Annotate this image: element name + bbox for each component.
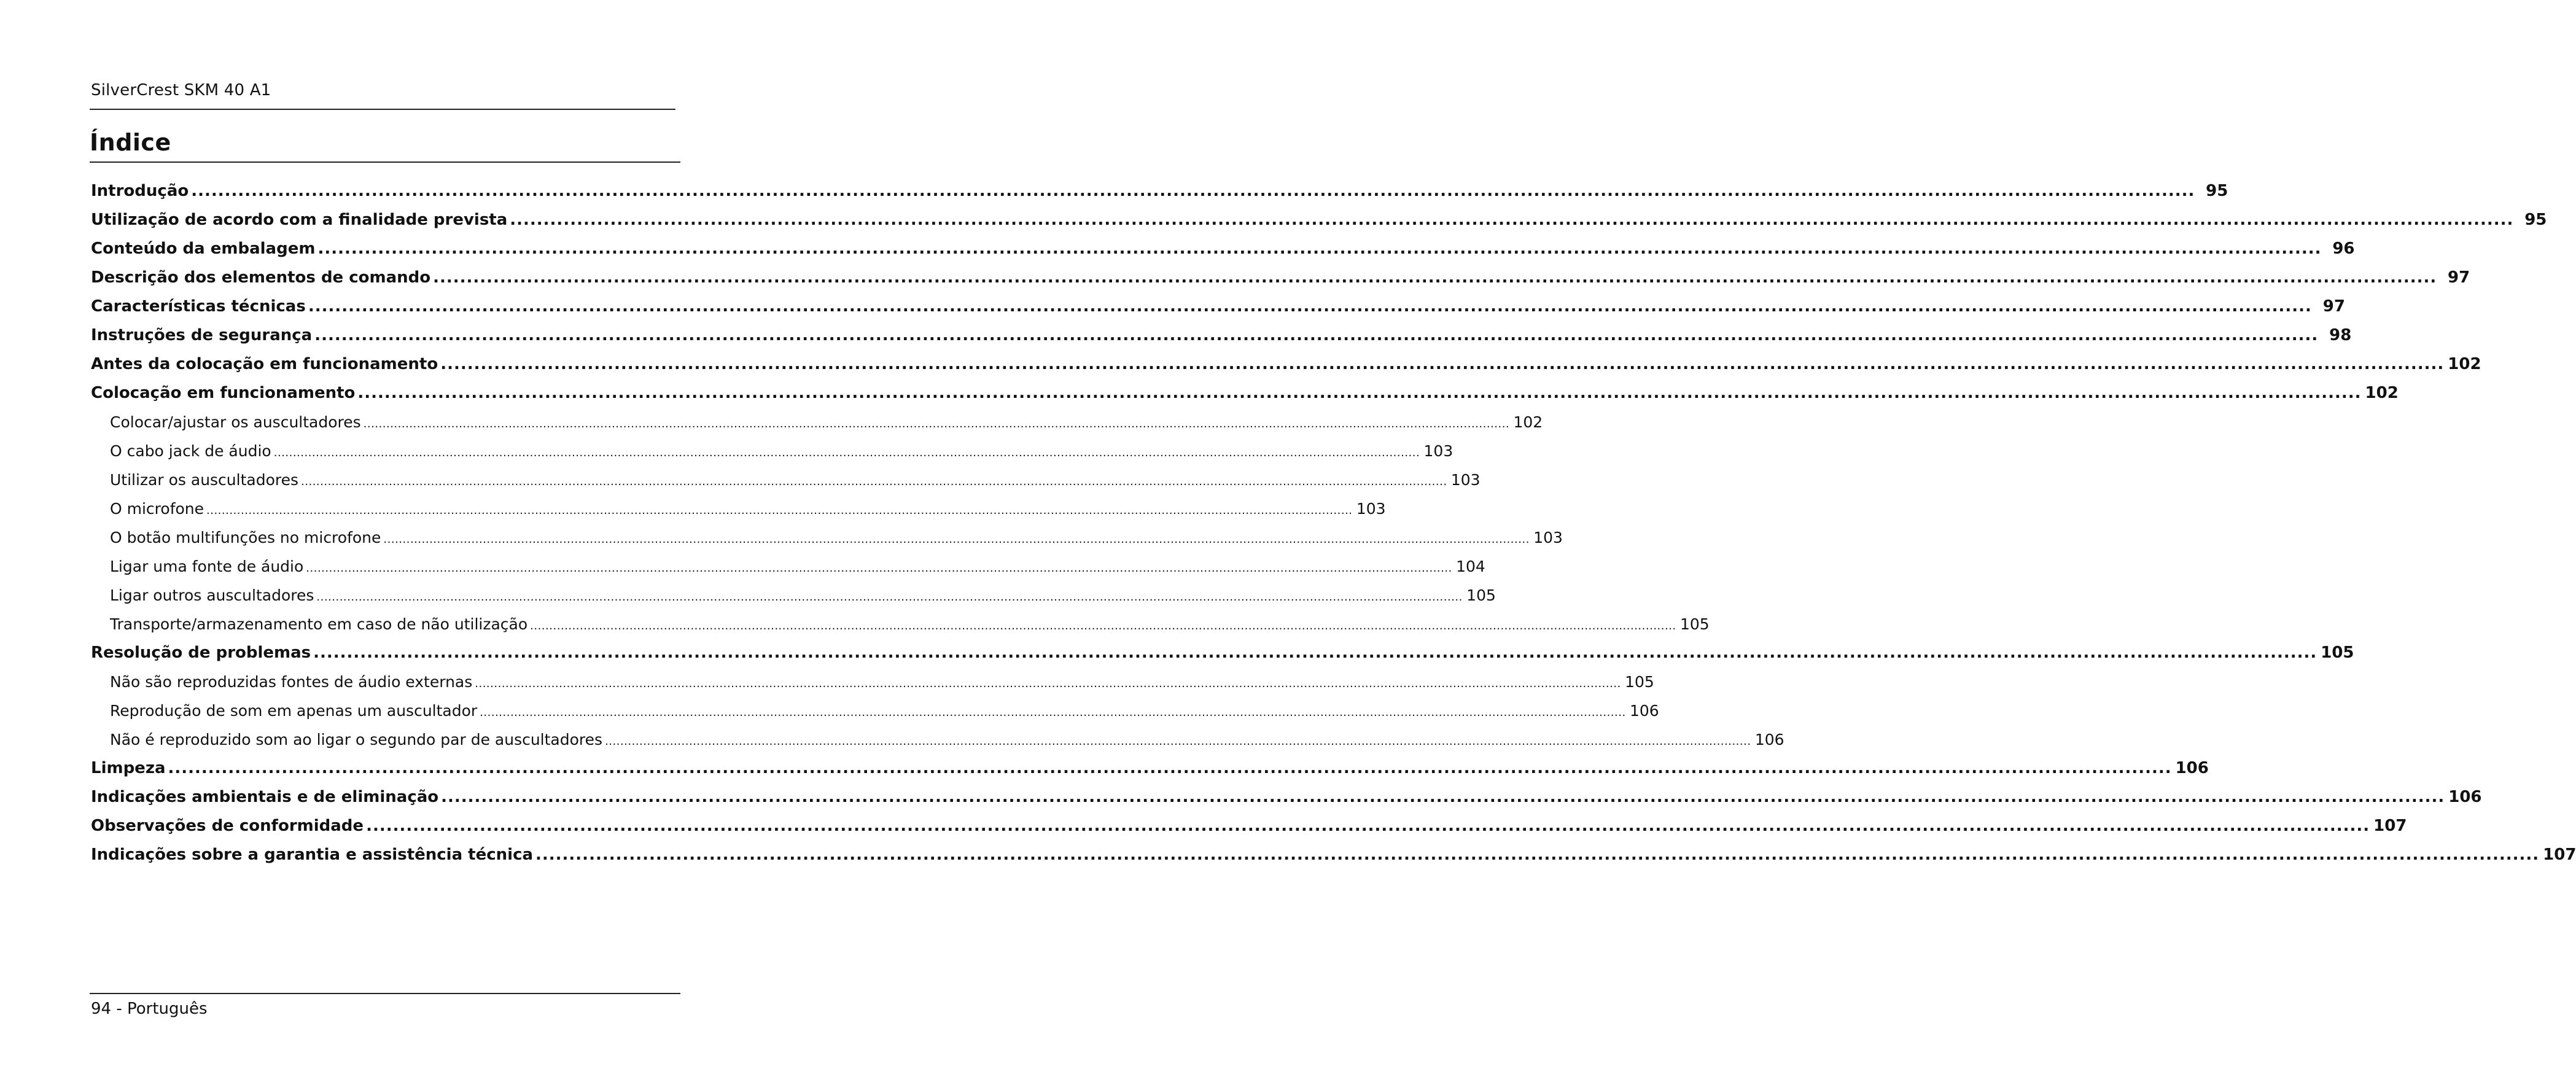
dot-leader: ............................................................................................................................................................................................................................................................................................................ — [383, 533, 1530, 546]
toc-entry-label: Instruções de segurança — [91, 326, 313, 344]
dot-leader: ............................................................................................................................................................................................................................................................................................................ — [440, 355, 2445, 373]
toc-subsection-entry[interactable] — [91, 552, 1485, 581]
dot-leader: ............................................................................................................................................................................................................................................................................................................ — [314, 326, 2319, 344]
toc-section-entry[interactable] — [91, 292, 2345, 321]
page-title: Índice — [90, 129, 171, 156]
dot-leader: ............................................................................................................................................................................................................................................................................................................ — [206, 504, 1353, 517]
toc-entry-label: Antes da colocação em funcionamento — [91, 355, 438, 373]
toc-entry-page-number: 103 — [1450, 471, 1481, 489]
dot-leader: ............................................................................................................................................................................................................................................................................................................ — [605, 735, 1751, 748]
dot-leader: ............................................................................................................................................................................................................................................................................................................ — [306, 562, 1452, 575]
toc-subsection-entry[interactable] — [91, 437, 1453, 465]
toc-section-entry[interactable] — [91, 812, 2407, 841]
toc-entry-page-number: 107 — [2543, 846, 2576, 864]
toc-entry-label: Não é reproduzido som ao ligar o segundo par de auscultadores — [110, 731, 603, 748]
toc-entry-label: Indicações sobre a garantia e assistência técnica — [91, 846, 534, 864]
toc-entry-label: Características técnicas — [91, 297, 306, 316]
toc-entry-page-number: 105 — [1625, 673, 1654, 691]
toc-entry-page-number: 105 — [1466, 586, 1496, 604]
toc-entry-label: Ligar outros auscultadores — [110, 586, 314, 604]
toc-entry-label: O cabo jack de áudio — [110, 442, 271, 460]
footer-rule — [90, 993, 680, 994]
running-header: SilverCrest SKM 40 A1 — [91, 81, 271, 99]
dot-leader: ............................................................................................................................................................................................................................................................................................................ — [313, 643, 2317, 662]
dot-leader: ............................................................................................................................................................................................................................................................................................................ — [366, 817, 2370, 835]
toc-section-entry[interactable] — [91, 177, 2228, 206]
page-footer: 94 - Português — [91, 1000, 208, 1018]
toc-entry-page-number: 98 — [2329, 326, 2352, 344]
toc-entry-page-number: 103 — [1423, 442, 1453, 460]
toc-entry-label: O microfone — [110, 500, 204, 518]
toc-entry-page-number: 95 — [2206, 182, 2228, 200]
toc-section-entry[interactable] — [91, 321, 2352, 350]
toc-entry-page-number: 107 — [2373, 817, 2407, 835]
toc-entry-page-number: 106 — [2175, 759, 2209, 777]
toc-entry-page-number: 104 — [1456, 558, 1485, 575]
toc-entry-page-number: 102 — [1513, 413, 1543, 431]
toc-entry-label: Observações de conformidade — [91, 817, 364, 835]
toc-entry-page-number: 106 — [1754, 731, 1784, 748]
toc-entry-page-number: 106 — [1629, 702, 1659, 720]
dot-leader: ............................................................................................................................................................................................................................................................................................................ — [168, 759, 2172, 777]
toc-entry-page-number: 96 — [2332, 239, 2355, 258]
toc-entry-page-number: 103 — [1533, 529, 1563, 546]
header-rule — [90, 109, 675, 110]
toc-subsection-entry[interactable] — [91, 581, 1496, 610]
title-rule — [90, 161, 680, 163]
toc-entry-label: Descrição dos elementos de comando — [91, 268, 431, 287]
dot-leader: ............................................................................................................................................................................................................................................................................................................ — [433, 268, 2437, 287]
toc-entry-label: Utilização de acordo com a finalidade prevista — [91, 211, 508, 229]
toc-entry-label: Resolução de problemas — [91, 643, 311, 662]
toc-entry-page-number: 102 — [2365, 384, 2399, 402]
toc-entry-label: Indicações ambientais e de eliminação — [91, 788, 439, 806]
toc-entry-label: Utilizar os auscultadores — [110, 471, 299, 489]
toc-entry-label: Não são reproduzidas fontes de áudio externas — [110, 673, 473, 691]
toc-subsection-entry[interactable] — [91, 610, 1710, 639]
toc-subsection-entry[interactable] — [91, 725, 1784, 754]
dot-leader: ............................................................................................................................................................................................................................................................................................................ — [441, 788, 2445, 806]
dot-leader: ............................................................................................................................................................................................................................................................................................................ — [308, 297, 2312, 316]
toc-section-entry[interactable] — [91, 235, 2355, 263]
toc-entry-label: O botão multifunções no microfone — [110, 529, 381, 546]
toc-entry-label: Colocação em funcionamento — [91, 384, 356, 402]
dot-leader: ............................................................................................................................................................................................................................................................................................................ — [475, 677, 1621, 690]
toc-subsection-entry[interactable] — [91, 494, 1386, 523]
toc-entry-page-number: 103 — [1356, 500, 1386, 518]
toc-entry-page-number: 95 — [2524, 211, 2547, 229]
toc-entry-page-number: 106 — [2448, 788, 2482, 806]
toc-section-entry[interactable] — [91, 841, 2576, 869]
toc-section-entry[interactable] — [91, 350, 2481, 379]
toc-section-entry[interactable] — [91, 379, 2399, 408]
dot-leader: ............................................................................................................................................................................................................................................................................................................ — [535, 846, 2540, 864]
dot-leader: ............................................................................................................................................................................................................................................................................................................ — [316, 591, 1463, 604]
toc-subsection-entry[interactable] — [91, 667, 1654, 696]
toc-entry-label: Reprodução de som em apenas um auscultador — [110, 702, 478, 720]
toc-section-entry[interactable] — [91, 754, 2209, 783]
toc-entry-label: Limpeza — [91, 759, 166, 777]
toc-subsection-entry[interactable] — [91, 696, 1659, 725]
table-of-contents — [91, 177, 2576, 869]
dot-leader: ............................................................................................................................................................................................................................................................................................................ — [357, 384, 2362, 402]
dot-leader: ............................................................................................................................................................................................................................................................................................................ — [530, 620, 1676, 632]
toc-entry-page-number: 105 — [2321, 643, 2354, 662]
toc-section-entry[interactable] — [91, 206, 2547, 235]
dot-leader: ............................................................................................................................................................................................................................................................................................................ — [510, 211, 2514, 229]
toc-subsection-entry[interactable] — [91, 408, 1543, 437]
toc-entry-label: Introdução — [91, 182, 189, 200]
toc-entry-page-number: 97 — [2322, 297, 2345, 316]
toc-entry-page-number: 102 — [2448, 355, 2481, 373]
dot-leader: ............................................................................................................................................................................................................................................................................................................ — [363, 418, 1510, 430]
toc-entry-label: Ligar uma fonte de áudio — [110, 558, 304, 575]
toc-entry-label: Colocar/ajustar os auscultadores — [110, 413, 361, 431]
dot-leader: ............................................................................................................................................................................................................................................................................................................ — [191, 182, 2195, 200]
dot-leader: ............................................................................................................................................................................................................................................................................................................ — [301, 475, 1447, 488]
toc-entry-page-number: 97 — [2448, 268, 2470, 287]
toc-section-entry[interactable] — [91, 783, 2482, 812]
toc-entry-page-number: 105 — [1679, 615, 1710, 633]
dot-leader: ............................................................................................................................................................................................................................................................................................................ — [480, 706, 1626, 719]
dot-leader: ............................................................................................................................................................................................................................................................................................................ — [273, 446, 1420, 459]
toc-entry-label: Transporte/armazenamento em caso de não utilização — [110, 615, 528, 633]
dot-leader: ............................................................................................................................................................................................................................................................................................................ — [317, 239, 2322, 258]
toc-entry-label: Conteúdo da embalagem — [91, 239, 316, 258]
toc-subsection-entry[interactable] — [91, 523, 1563, 552]
toc-subsection-entry[interactable] — [91, 465, 1481, 494]
toc-section-entry[interactable] — [91, 263, 2470, 292]
toc-section-entry[interactable] — [91, 639, 2354, 667]
